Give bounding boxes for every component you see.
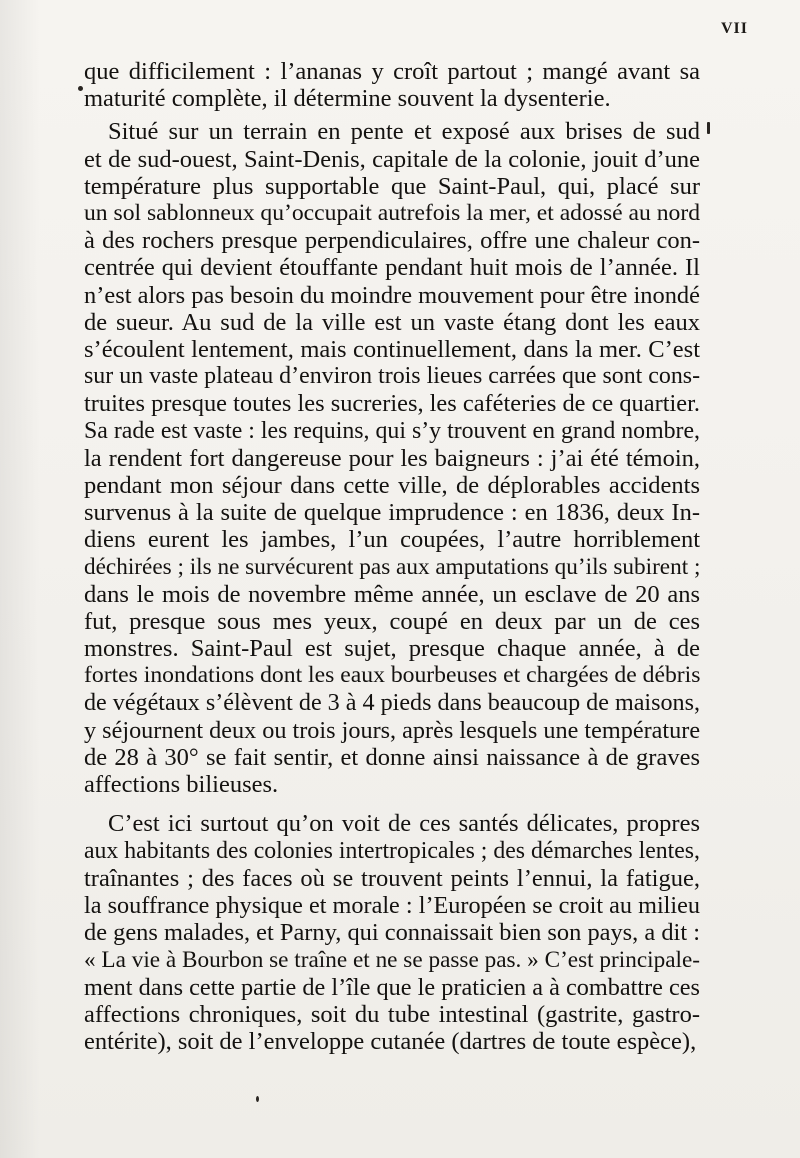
text-line: monstres. Saint-Paul est sujet, presque chaque année, à de <box>84 635 700 663</box>
paragraph-p2 <box>84 118 700 798</box>
text-body <box>84 58 700 1055</box>
text-line: à des rochers presque perpendiculaires, offre une chaleur con- <box>84 227 700 255</box>
text-line: déchirées ; ils ne survécurent pas aux amputations qu’ils subirent ; <box>84 553 701 580</box>
text-line: s’écoulent lentement, mais continuellement, dans la mer. C’est <box>84 336 700 364</box>
text-line: ment dans cette partie de l’île que le praticien a à combattre ces <box>84 973 700 1001</box>
paragraph-p3 <box>84 810 700 1055</box>
text-line: fut, presque sous mes yeux, coupé en deux par un de ces <box>84 608 700 636</box>
text-line: pendant mon séjour dans cette ville, de déplorables accidents <box>84 472 700 500</box>
text-line: la souffrance physique et morale : l’Européen se croit au milieu <box>84 892 700 920</box>
text-line: la rendent fort dangereuse pour les baigneurs : j’ai été témoin, <box>84 444 700 472</box>
text-line: de sueur. Au sud de la ville est un vaste étang dont les eaux <box>84 308 700 336</box>
text-line: dans le mois de novembre même année, un esclave de 20 ans <box>84 580 700 608</box>
ink-speck <box>78 86 83 91</box>
text-line: diens eurent les jambes, l’un coupées, l’autre horriblement <box>84 526 700 554</box>
text-line: sur un vaste plateau d’environ trois lieues carrées que sont cons- <box>84 363 701 390</box>
text-line: « La vie à Bourbon se traîne et ne se passe pas. » C’est principale- <box>84 946 700 973</box>
text-line: entérite), soit de l’enveloppe cutanée (dartres de toute espèce), <box>84 1028 697 1056</box>
paragraph-p1 <box>84 58 700 112</box>
text-line: maturité complète, il détermine souvent la dysenterie. <box>84 85 611 113</box>
page-gutter-shadow <box>0 0 40 1158</box>
ink-speck <box>707 122 710 134</box>
text-line: affections bilieuses. <box>84 771 279 799</box>
text-line: C’est ici surtout qu’on voit de ces santés délicates, propres <box>108 810 700 838</box>
page-number: VII <box>720 20 748 37</box>
text-line: de 28 à 30° se fait sentir, et donne ainsi naissance à de graves <box>84 744 700 772</box>
text-line: traînantes ; des faces où se trouvent peints l’ennui, la fatigue, <box>84 864 700 892</box>
text-line: fortes inondations dont les eaux bourbeuses et chargées de débris <box>84 662 701 689</box>
text-line: survenus à la suite de quelque imprudence : en 1836, deux In- <box>84 499 700 527</box>
text-line: Situé sur un terrain en pente et exposé aux brises de sud <box>108 118 700 146</box>
ink-speck <box>256 1096 259 1102</box>
text-line: et de sud-ouest, Saint-Denis, capitale de la colonie, jouit d’une <box>84 145 700 173</box>
text-line: de gens malades, et Parny, qui connaissait bien son pays, a dit : <box>84 919 700 947</box>
text-line: de végétaux s’élèvent de 3 à 4 pieds dans beaucoup de maisons, <box>84 689 700 716</box>
text-line: Sa rade est vaste : les requins, qui s’y trouvent en grand nombre, <box>84 417 700 444</box>
text-line: y séjournent deux ou trois jours, après lesquels une température <box>84 716 701 744</box>
text-line: aux habitants des colonies intertropicales ; des démarches lentes, <box>84 837 700 864</box>
text-line: truites presque toutes les sucreries, les caféteries de ce quartier. <box>84 390 700 418</box>
text-line: que difficilement : l’ananas y croît partout ; mangé avant sa <box>84 58 700 85</box>
text-line: n’est alors pas besoin du moindre mouvement pour être inondé <box>84 281 700 309</box>
text-line: température plus supportable que Saint-Paul, qui, placé sur <box>84 172 700 200</box>
text-line: centrée qui devient étouffante pendant huit mois de l’année. Il <box>84 254 700 282</box>
text-line: affections chroniques, soit du tube intestinal (gastrite, gastro- <box>84 1000 700 1028</box>
text-line: un sol sablonneux qu’occupait autrefois la mer, et adossé au nord <box>84 200 700 227</box>
